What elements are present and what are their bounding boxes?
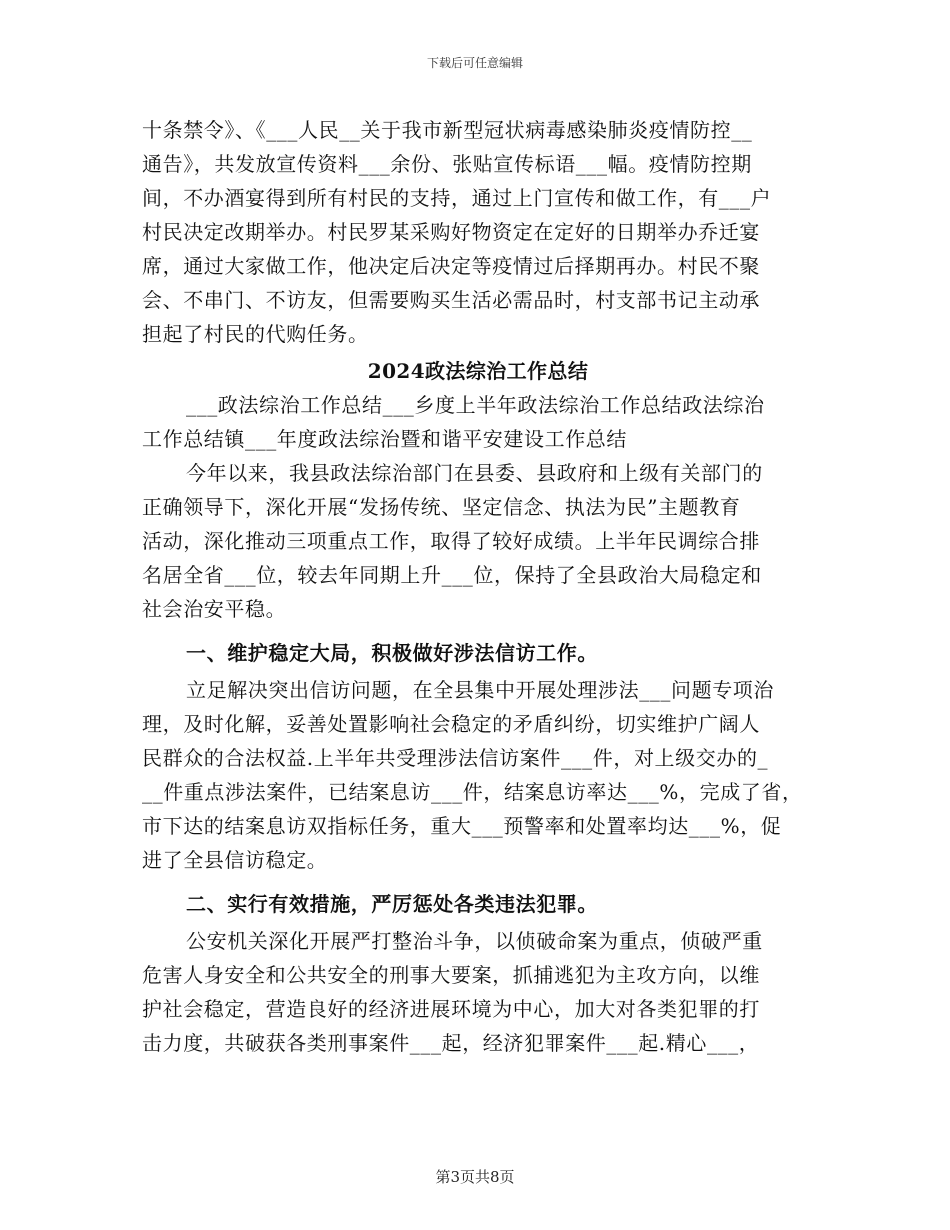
paragraph-line: __件重点涉法案件，已结案息访___件，结案息访率达___%，完成了省，	[142, 780, 803, 804]
paragraph-line: 危害人身安全和公共安全的刑事大要案，抓捕逃犯为主攻方向，以维	[142, 963, 760, 987]
paragraph-line: 通告》，共发放宣传资料___余份、张贴宣传标语___幅。疫情防控期	[142, 152, 752, 176]
paragraph-line: 间，不办酒宴得到所有村民的支持，通过上门宣传和做工作，有___户	[142, 186, 772, 210]
paragraph-line: 今年以来，我县政法综治部门在县委、县政府和上级有关部门的	[186, 461, 763, 485]
paragraph-line: 社会治安平稳。	[142, 597, 287, 621]
page-header: 下载后可任意编辑	[426, 56, 523, 70]
page-number: 第3页共8页	[435, 1168, 515, 1186]
paragraph-line: 席，通过大家做工作，他决定后决定等疫情过后择期再办。村民不聚	[142, 254, 760, 278]
paragraph-line: 活动，深化推动三项重点工作，取得了较好成绩。上半年民调综合排	[142, 529, 760, 553]
section-heading: 一、维护稳定大局，积极做好涉法信访工作。	[186, 641, 598, 665]
paragraph-line: 会、不串门、不访友，但需要购买生活必需品时，村支部书记主动承	[142, 288, 760, 312]
paragraph-line: 立足解决突出信访问题，在全县集中开展处理涉法___问题专项治	[186, 678, 774, 702]
paragraph-line: 担起了村民的代购任务。	[142, 322, 369, 346]
paragraph-line: 市下达的结案息访双指标任务，重大___预警率和处置率均达___%，促	[142, 814, 782, 838]
paragraph-line: 进了全县信访稳定。	[142, 848, 328, 872]
paragraph-line: 村民决定改期举办。村民罗某采购好物资定在定好的日期举办乔迁宴	[142, 220, 760, 244]
document-body	[142, 113, 814, 1060]
paragraph-line: 民群众的合法权益.上半年共受理涉法信访案件___件，对上级交办的_	[142, 746, 769, 770]
paragraph-line: 击力度，共破获各类刑事案件___起，经济犯罪案件___起.精心___，	[142, 1031, 760, 1055]
paragraph-line: 公安机关深化开展严打整治斗争，以侦破命案为重点，侦破严重	[186, 929, 763, 953]
section-heading: 二、实行有效措施，严厉惩处各类违法犯罪。	[186, 892, 598, 916]
subtitle-line: ___政法综治工作总结___乡度上半年政法综治工作总结政法综治	[186, 393, 765, 417]
paragraph-line: 名居全省___位，较去年同期上升___位，保持了全县政治大局稳定和	[142, 563, 762, 587]
paragraph-line: 护社会稳定，营造良好的经济进展环境为中心，加大对各类犯罪的打	[142, 997, 760, 1021]
paragraph-line: 正确领导下，深化开展“发扬传统、坚定信念、执法为民”主题教育	[142, 495, 741, 519]
subtitle-line: 工作总结镇___年度政法综治暨和谐平安建设工作总结	[142, 427, 627, 451]
paragraph-line: 理，及时化解，妥善处置影响社会稳定的矛盾纠纷，切实维护广阔人	[142, 712, 760, 736]
document-title: 2024政法综治工作总结	[367, 359, 589, 383]
paragraph-line: 十条禁令》、《___人民__关于我市新型冠状病毒感染肺炎疫情防控__	[142, 118, 753, 142]
